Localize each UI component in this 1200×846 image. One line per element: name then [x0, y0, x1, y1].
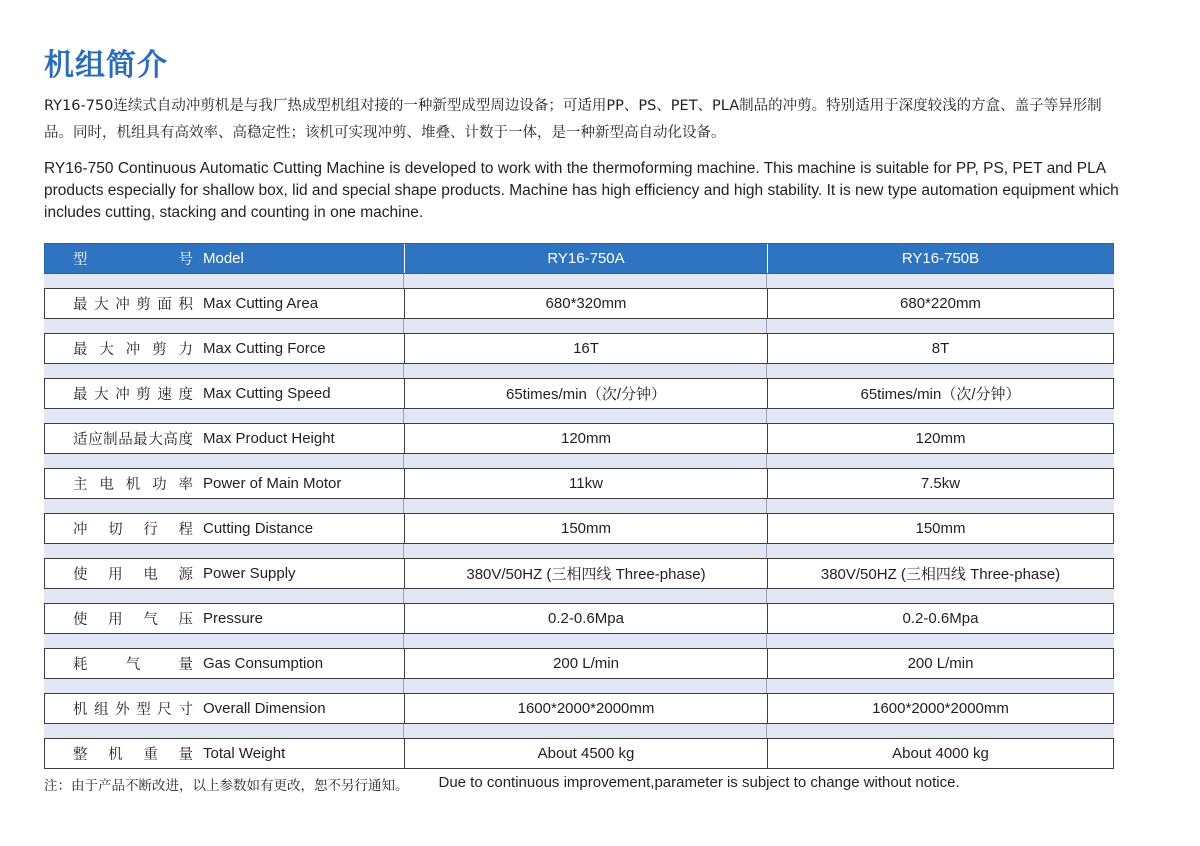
row-label-cell [45, 289, 405, 318]
row-spacer [44, 364, 1114, 378]
row-value-a: 150mm [405, 514, 768, 543]
row-value-b: 150mm [915, 520, 966, 537]
row-value-b: 65times/min（次/分钟） [860, 386, 1021, 403]
row-value-b: 200 L/min [907, 655, 974, 672]
table-row [44, 513, 1114, 544]
table-row [44, 423, 1114, 454]
row-label-cell [45, 514, 405, 543]
row-value-a: 1600*2000*2000mm [405, 694, 768, 723]
row-label-cell [45, 604, 405, 633]
row-spacer [44, 409, 1114, 423]
row-spacer [44, 274, 1114, 288]
row-value-a: 65times/min（次/分钟） [405, 379, 768, 408]
row-spacer [44, 634, 1114, 648]
row-label-en: Total Weight [203, 745, 286, 762]
row-label-cn: 最大冲剪速度 [73, 387, 193, 403]
row-spacer [44, 499, 1114, 513]
row-label-cell [45, 649, 405, 678]
footnote-cn: 注：由于产品不断改进，以上参数如有更改，恕不另行通知。 [44, 778, 409, 794]
row-value-b: 120mm [915, 430, 966, 447]
footnote-en: Due to continuous improvement,parameter is subject to change without notice. [438, 774, 960, 791]
table-body [44, 274, 1114, 769]
table-row [44, 738, 1114, 769]
header-label-cn: 型号 [73, 252, 193, 268]
row-label-en: Cutting Distance [203, 520, 314, 537]
row-spacer [44, 724, 1114, 738]
row-spacer [44, 454, 1114, 468]
header-col-b: RY16-750B [901, 250, 980, 267]
row-label-cn: 使用气压 [73, 612, 193, 628]
spec-table [44, 243, 1114, 769]
row-label-en: Max Cutting Area [203, 295, 319, 312]
row-value-a: About 4500 kg [405, 739, 768, 768]
row-value-b: 0.2-0.6Mpa [902, 610, 979, 627]
row-value-b: 680*220mm [900, 295, 981, 312]
header-label-en: Model [203, 250, 244, 267]
table-row [44, 378, 1114, 409]
row-label-en: Power Supply [203, 565, 296, 582]
page-title: 机组简介 [44, 48, 168, 83]
row-value-b: 8T [931, 340, 950, 357]
header-label-cell [45, 244, 405, 273]
table-row [44, 648, 1114, 679]
row-label-cell [45, 559, 405, 588]
row-label-cn: 最大冲剪面积 [73, 297, 193, 313]
row-label-cn: 适应制品最大高度 [73, 432, 193, 448]
row-label-en: Pressure [203, 610, 264, 627]
row-spacer [44, 544, 1114, 558]
row-label-cn: 整机重量 [73, 747, 193, 763]
row-value-a: 380V/50HZ (三相四线 Three-phase) [405, 559, 768, 588]
table-row [44, 603, 1114, 634]
row-label-cell [45, 694, 405, 723]
table-row [44, 288, 1114, 319]
row-label-cn: 使用电源 [73, 567, 193, 583]
row-label-cell [45, 739, 405, 768]
row-value-a: 16T [405, 334, 768, 363]
row-label-cell [45, 379, 405, 408]
row-label-en: Max Cutting Speed [203, 385, 331, 402]
row-label-cell [45, 469, 405, 498]
table-header-row [44, 243, 1114, 274]
row-value-b: About 4000 kg [892, 745, 989, 762]
row-value-a: 11kw [405, 469, 768, 498]
row-label-cn: 机组外型尺寸 [73, 702, 193, 718]
header-col-a: RY16-750A [405, 244, 768, 273]
row-spacer [44, 319, 1114, 333]
row-label-en: Overall Dimension [203, 700, 326, 717]
intro-chinese: RY16-750连续式自动冲剪机是与我厂热成型机组对接的一种新型成型周边设备；可适用PP、PS、PET、PLA制品的冲剪。特别适用于深度较浅的方盒、盖子等异形制品。同时，机组具有高效率、高稳定性；该机可实现冲剪、堆叠、计数于一体，是一种新型高自动化设备。 [44, 98, 1102, 141]
row-spacer [44, 679, 1114, 693]
table-row [44, 333, 1114, 364]
row-value-b: 7.5kw [920, 475, 961, 492]
row-spacer [44, 589, 1114, 603]
row-label-en: Power of Main Motor [203, 475, 342, 492]
row-value-a: 200 L/min [405, 649, 768, 678]
row-label-en: Max Product Height [203, 430, 335, 447]
table-row [44, 468, 1114, 499]
row-value-b: 1600*2000*2000mm [872, 700, 1009, 717]
row-value-a: 0.2-0.6Mpa [405, 604, 768, 633]
row-label-cn: 最大冲剪力 [73, 342, 193, 358]
row-value-a: 120mm [405, 424, 768, 453]
row-label-cell [45, 424, 405, 453]
table-row [44, 558, 1114, 589]
row-label-en: Max Cutting Force [203, 340, 326, 357]
intro-english: RY16-750 Continuous Automatic Cutting Machine is developed to work with the thermoforming machine. This machine is suitable for PP, PS, PET and PLA products especially for shallow box, lid and special shape products. Machine has high efficiency and high stability. It is new type automation equipment which includes cutting, stacking and counting in one machine. [44, 160, 1119, 221]
row-label-en: Gas Consumption [203, 655, 324, 672]
row-label-cn: 耗气量 [73, 657, 193, 673]
row-label-cn: 冲切行程 [73, 522, 193, 538]
table-row [44, 693, 1114, 724]
row-label-cell [45, 334, 405, 363]
row-value-a: 680*320mm [405, 289, 768, 318]
row-value-b: 380V/50HZ (三相四线 Three-phase) [820, 566, 1061, 583]
row-label-cn: 主电机功率 [73, 477, 193, 493]
footnote [44, 774, 960, 794]
